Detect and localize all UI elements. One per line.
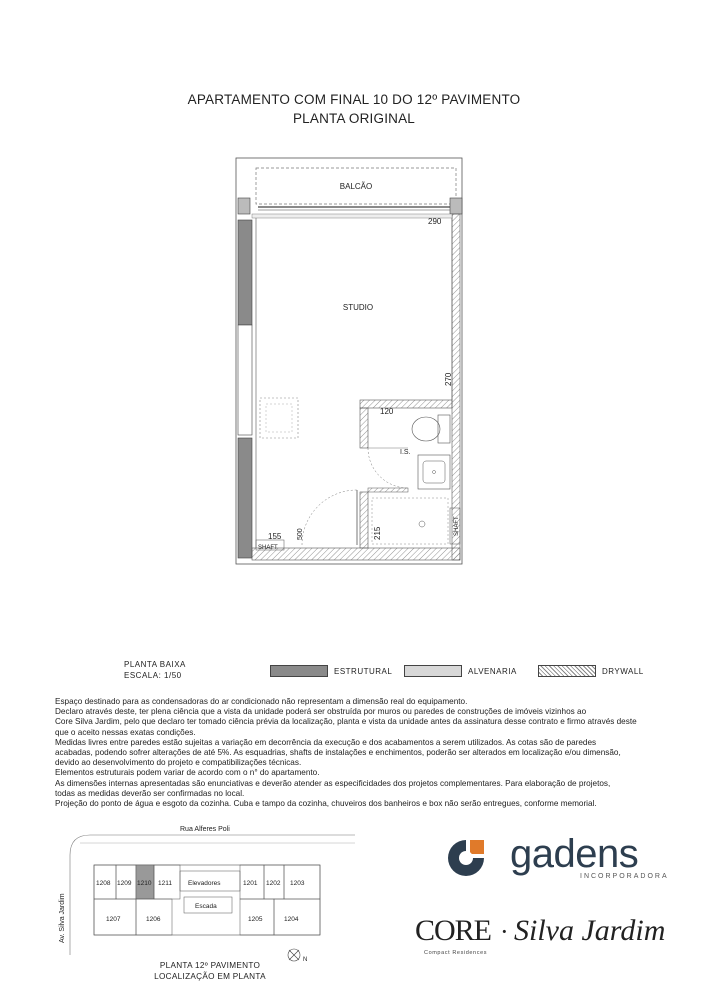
room-label-studio: STUDIO [342,303,374,312]
note-line: que o aceito nessas exatas condições. [55,727,196,737]
location-caption-2: LOCALIZAÇÃO EM PLANTA [154,972,266,981]
core-logo-place: Silva Jardim [514,914,666,947]
bathroom-wall-left-lower [360,492,368,548]
note-line: Projeção do ponto de água e esgoto da cozinha. Cuba e tampo da cozinha, chuveiros dos banheiros e box não serão entregues, conforme memorial. [55,799,597,809]
column-top-right [450,198,462,214]
page-title: APARTAMENTO COM FINAL 10 DO 12º PAVIMENTO [187,92,521,107]
note-line: todas as medidas deverão ser confirmadas no local. [55,788,245,798]
core-tagline: Compact Residences [424,950,488,956]
note-line: Medidas livres entre paredes estão sujeitas a variação em decorrência da execução e dos acabamentos a serem utilizados. As cotas são de paredes [55,737,597,747]
unit-label: 1206 [146,916,161,923]
toilet-icon [412,417,440,441]
structural-wall-left-lower [238,438,252,558]
building-outline [94,865,320,935]
column-top-left [238,198,250,214]
brand-name: gadens [510,832,639,876]
legend-swatch-structural [270,665,328,677]
unit-label: 1201 [243,880,258,887]
dimension-290: 290 [428,217,442,226]
legend-label-drywall: DRYWALL [602,667,644,676]
bathroom-wall-left-upper [360,408,368,448]
room-label-bathroom: I.S. [400,449,411,456]
dimension-120: 120 [380,407,394,416]
north-label: N [303,957,308,963]
page-subtitle: PLANTA ORIGINAL [292,111,416,126]
dimension-155: 155 [268,532,282,541]
note-line: devido ao desenvolvimento do projeto e compatibilizações técnicas. [55,758,302,768]
location-caption-1: PLANTA 12º PAVIMENTO [159,961,261,970]
legend-swatch-drywall [538,665,596,677]
unit-label: 1204 [284,916,299,923]
balcony-label: BALCÃO [339,182,373,191]
stairs-label: Escada [195,903,217,910]
unit-label: 1209 [117,880,132,887]
brand-subtitle: INCORPORADORA [580,873,669,880]
window-left [238,325,252,435]
unit-label: 1211 [158,880,172,887]
disclaimer-notes [55,697,675,809]
core-logo-dot: · [500,917,509,946]
dimension-270: 270 [444,372,453,386]
location-plan [0,815,360,965]
unit-label: 1205 [248,916,263,923]
legend-label-structural: ESTRUTURAL [334,667,393,676]
street-label-top: Rua Alferes Poli [180,826,230,833]
unit-label: 1207 [106,916,121,923]
unit-label: 1202 [266,880,281,887]
shower-area [372,498,448,544]
note-line: Core Silva Jardim, pelo que declaro ter tomado ciência prévia da localização, planta e vista da unidade antes da assinatura desse contrato e firmo através deste [55,717,637,727]
unit-label: 1203 [290,880,305,887]
note-line: Declaro através deste, ter plena ciência que a vista da unidade poderá ser obstruída por muros ou paredes de construções de imóveis vizinhos ao [55,707,587,717]
shower-drain [419,521,425,527]
note-line: Espaço destinado para as condensadoras do ar condicionado não representam a dimensão real do equipamento. [55,697,468,706]
dimension-215: 215 [373,526,382,540]
core-logo-name: CORE [415,914,492,947]
note-line: Elementos estruturais podem variar de acordo com o n° do apartamento. [55,768,320,778]
street-label-left: Av. Silva Jardim [59,893,66,943]
legend-title: PLANTA BAIXA [124,660,186,669]
dimension-500: 500 [297,528,304,540]
bathroom-wall-top [360,400,452,408]
legend-label-masonry: ALVENARIA [468,667,517,676]
structural-wall-left-upper [238,220,252,325]
legend-scale: ESCALA: 1/50 [124,671,182,680]
elevators-label: Elevadores [188,880,221,887]
note-line: As dimensões internas apresentadas são enunciativas e deverão atender as especificidades dos projetos complementares. Para elaboração de projetos, [55,778,611,788]
shaft-right-label: SHAFT [454,516,460,536]
legend-swatch-masonry [404,665,462,677]
unit-label: 1208 [96,880,111,887]
note-line: acabadas, podendo sofrer alterações de até 5%. As esquadrias, shafts de instalações e enchimentos, poderão ser alterados em localização e/ou dimensão, [55,748,621,758]
gadens-logo-icon [446,838,494,878]
unit-label-highlight: 1210 [137,880,152,887]
shaft-left-label: SHAFT [258,545,278,551]
